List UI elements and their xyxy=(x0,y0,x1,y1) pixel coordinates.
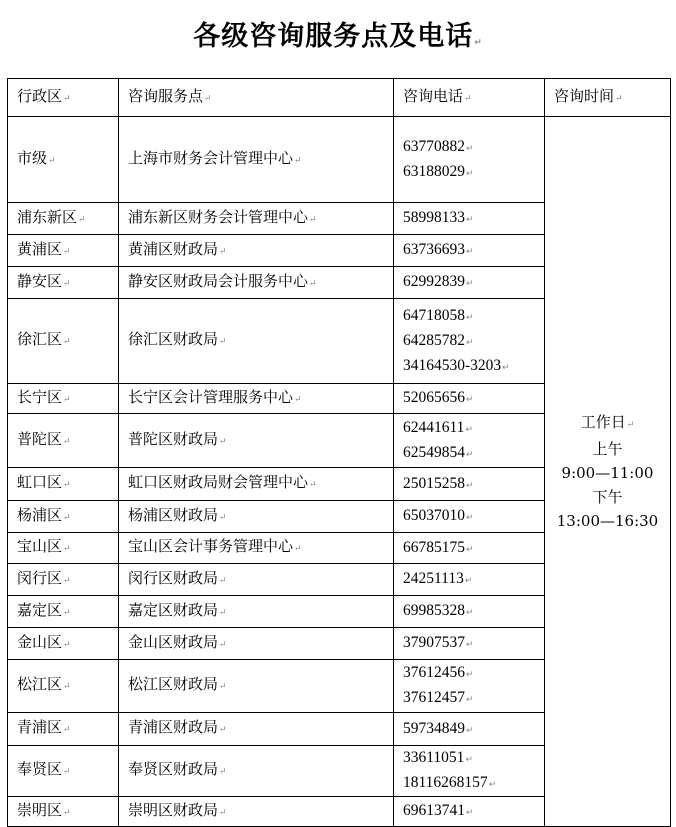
office-cell: 静安区财政局会计服务中心 ↵ xyxy=(119,267,394,299)
phone-cell xyxy=(394,267,545,299)
phone-number: 33611051 ↵ xyxy=(403,746,544,771)
district-cell: 杨浦区 ↵ xyxy=(8,501,119,533)
phone-number: 66785175 ↵ xyxy=(403,536,544,561)
district-cell: 崇明区 ↵ xyxy=(8,797,119,827)
header-district: 行政区 ↵ xyxy=(8,79,119,117)
phone-cell xyxy=(394,564,545,596)
office-cell: 上海市财务会计管理中心 ↵ xyxy=(119,117,394,203)
phone-number: 62992839 ↵ xyxy=(403,270,544,295)
phone-number: 18116268157 ↵ xyxy=(403,771,544,796)
header-phone: 咨询电话 ↵ xyxy=(394,79,545,117)
document-title: 各级咨询服务点及电话 ↵ xyxy=(0,14,676,53)
office-cell: 普陀区财政局 ↵ xyxy=(119,414,394,468)
phone-number: 37612457 ↵ xyxy=(403,686,544,711)
district-cell: 浦东新区 ↵ xyxy=(8,203,119,235)
phone-cell xyxy=(394,596,545,628)
phone-cell xyxy=(394,203,545,235)
phone-cell xyxy=(394,628,545,660)
phone-number: 25015258 ↵ xyxy=(403,472,544,497)
district-cell: 普陀区 ↵ xyxy=(8,414,119,468)
phone-number: 62549854 ↵ xyxy=(403,441,544,466)
district-cell: 闵行区 ↵ xyxy=(8,564,119,596)
phone-cell xyxy=(394,414,545,468)
phone-number: 63770882 ↵ xyxy=(403,135,544,160)
district-cell: 长宁区 ↵ xyxy=(8,384,119,414)
consult-time-line: 工作日 ↵ xyxy=(545,410,670,437)
header-time: 咨询时间 ↵ xyxy=(545,79,671,117)
district-cell: 奉贤区 ↵ xyxy=(8,746,119,797)
office-cell: 宝山区会计事务管理中心 ↵ xyxy=(119,533,394,564)
phone-cell xyxy=(394,468,545,501)
office-cell: 嘉定区财政局 ↵ xyxy=(119,596,394,628)
district-cell: 黄浦区 ↵ xyxy=(8,235,119,267)
district-cell: 青浦区 ↵ xyxy=(8,713,119,746)
district-cell: 金山区 ↵ xyxy=(8,628,119,660)
district-cell: 市级 ↵ xyxy=(8,117,119,203)
phone-number: 52065656 ↵ xyxy=(403,386,544,411)
phone-cell xyxy=(394,533,545,564)
consult-time-line: 13:00—16:30 xyxy=(556,512,659,530)
phone-number: 59734849 ↵ xyxy=(403,717,544,742)
phone-cell xyxy=(394,797,545,827)
office-cell: 黄浦区财政局 ↵ xyxy=(119,235,394,267)
phone-number: 63736693 ↵ xyxy=(403,238,544,263)
district-cell: 宝山区 ↵ xyxy=(8,533,119,564)
table-header-row xyxy=(8,79,671,117)
phone-number: 64718058 ↵ xyxy=(403,304,544,329)
header-office: 咨询服务点 ↵ xyxy=(119,79,394,117)
table-row xyxy=(8,117,671,203)
phone-cell xyxy=(394,299,545,384)
office-cell: 长宁区会计管理服务中心 ↵ xyxy=(119,384,394,414)
phone-number: 69613741 ↵ xyxy=(403,799,544,824)
office-cell: 崇明区财政局 ↵ xyxy=(119,797,394,827)
phone-number: 64285782 ↵ xyxy=(403,329,544,354)
phone-number: 24251113 ↵ xyxy=(403,567,544,592)
consult-time-line: 上午 xyxy=(592,440,623,458)
office-cell: 奉贤区财政局 ↵ xyxy=(119,746,394,797)
phone-number: 63188029 ↵ xyxy=(403,160,544,185)
district-cell: 嘉定区 ↵ xyxy=(8,596,119,628)
phone-number: 37907537 ↵ xyxy=(403,631,544,656)
phone-number: 65037010 ↵ xyxy=(403,504,544,529)
phone-number: 34164530-3203 ↵ xyxy=(403,354,544,379)
consult-time-line: 下午 xyxy=(592,488,623,506)
office-cell: 徐汇区财政局 ↵ xyxy=(119,299,394,384)
office-cell: 杨浦区财政局 ↵ xyxy=(119,501,394,533)
consultation-table xyxy=(7,78,671,827)
phone-number: 58998133 ↵ xyxy=(403,206,544,231)
office-cell: 闵行区财政局 ↵ xyxy=(119,564,394,596)
office-cell: 松江区财政局 ↵ xyxy=(119,660,394,713)
district-cell: 松江区 ↵ xyxy=(8,660,119,713)
consult-time-line: 9:00—11:00 xyxy=(561,464,654,482)
phone-number: 37612456 ↵ xyxy=(403,661,544,686)
phone-cell xyxy=(394,660,545,713)
phone-number: 69985328 ↵ xyxy=(403,599,544,624)
phone-cell xyxy=(394,117,545,203)
district-cell: 静安区 ↵ xyxy=(8,267,119,299)
phone-cell xyxy=(394,501,545,533)
office-cell: 虹口区财政局财会管理中心 ↵ xyxy=(119,468,394,501)
consult-time-cell xyxy=(545,117,671,827)
phone-number: 62441611 ↵ xyxy=(403,416,544,441)
district-cell: 虹口区 ↵ xyxy=(8,468,119,501)
phone-cell xyxy=(394,235,545,267)
phone-cell xyxy=(394,384,545,414)
office-cell: 青浦区财政局 ↵ xyxy=(119,713,394,746)
office-cell: 浦东新区财务会计管理中心 ↵ xyxy=(119,203,394,235)
phone-cell xyxy=(394,713,545,746)
phone-cell xyxy=(394,746,545,797)
district-cell: 徐汇区 ↵ xyxy=(8,299,119,384)
office-cell: 金山区财政局 ↵ xyxy=(119,628,394,660)
